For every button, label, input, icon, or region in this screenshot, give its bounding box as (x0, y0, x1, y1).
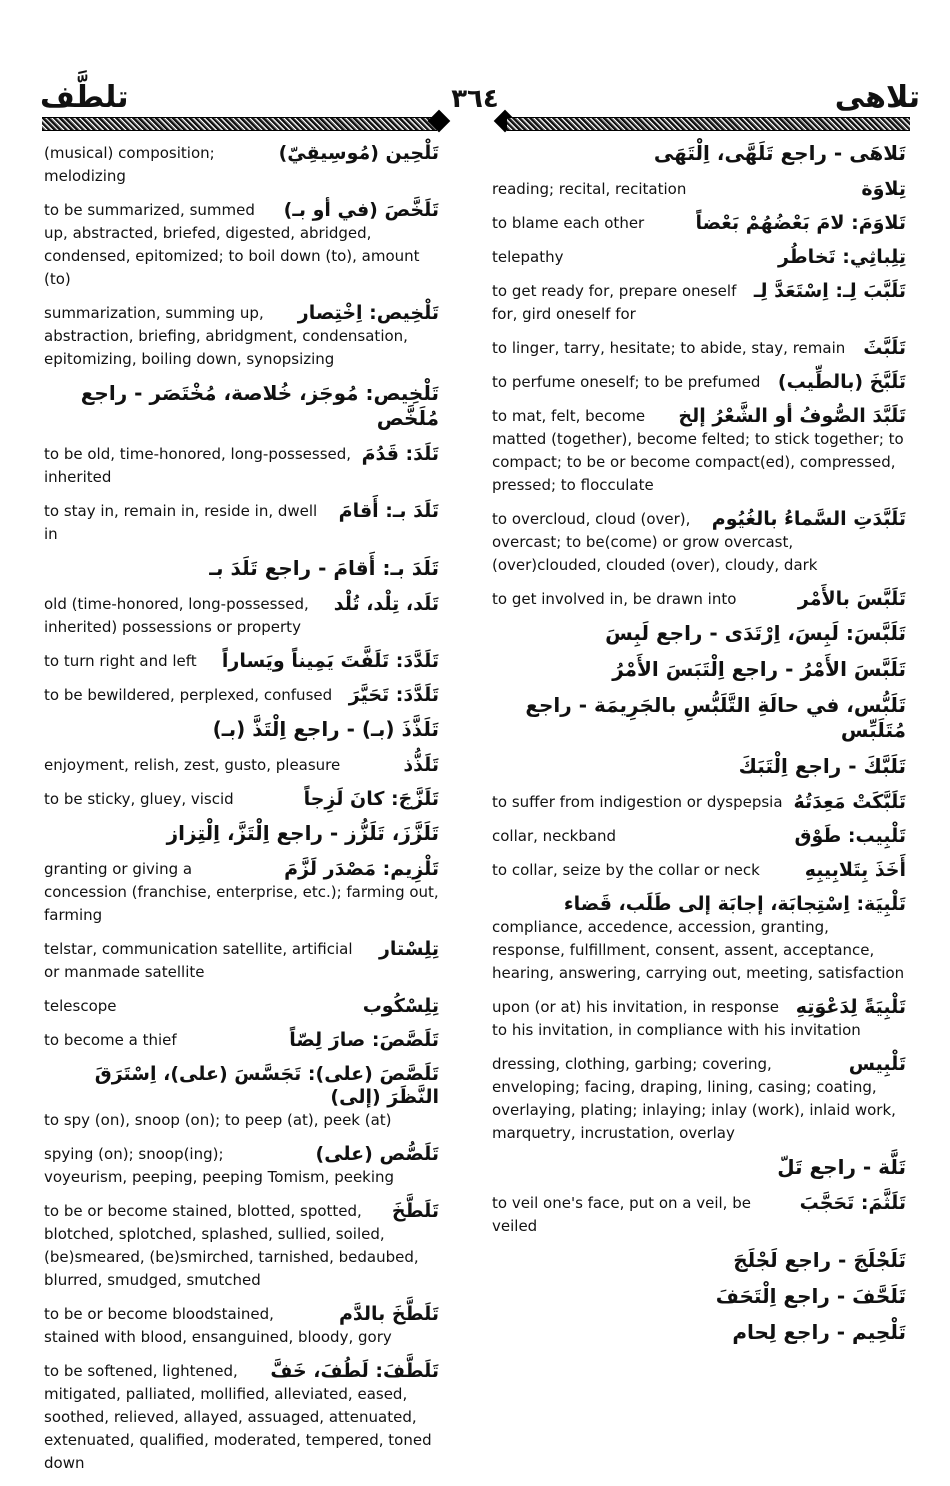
arabic-headword: تَلْبِيب: طَوْق (794, 825, 906, 847)
dictionary-entry (44, 1143, 439, 1189)
dictionary-entry (44, 557, 439, 582)
dictionary-entry (492, 405, 906, 497)
arabic-headword: تَلَدَّدَ: تَحَيَّرَ (348, 684, 439, 706)
english-definition: telescope (44, 997, 117, 1015)
arabic-headword: تِلِباثِي: تَخاطُر (777, 246, 906, 268)
arabic-headword: تَلَزَّجَ: كانَ لَزِجاً (303, 788, 439, 810)
dictionary-entry (492, 1249, 906, 1274)
arabic-headword: تَلَبَّبَ لِـ: اِسْتَعَدَّ لِـ (753, 280, 906, 302)
dictionary-entry (492, 859, 906, 882)
english-definition: to overcloud, cloud (over), overcast; to be(come) or grow overcast, (over)clouded, clouded (over), cloudy, dark (492, 510, 818, 574)
dictionary-entry (492, 755, 906, 780)
arabic-headword: تَلَدَ بـ: أَقامَ (338, 500, 439, 522)
dictionary-entry (492, 1285, 906, 1310)
arabic-headword: تَلْبِيَة: اِسْتِجابَة، إجابَة إلى طَلَب، قَضاء (563, 893, 906, 915)
dictionary-entry (492, 1156, 906, 1181)
dictionary-entry (492, 694, 906, 744)
dictionary-entry (492, 178, 906, 201)
arabic-headword: تَلَّة - راجع تَلّ (777, 1155, 906, 1179)
arabic-headword: تَلَبَّثَ (863, 337, 906, 359)
arabic-headword: تَلَبَّدَ الصُّوفُ أو الشَّعْرُ إلخ (678, 405, 906, 427)
english-definition: to be bewildered, perplexed, confused (44, 686, 333, 704)
arabic-headword: تَلَزَّزَ، تَلَزُّز - راجع اِلْتَزَّ، اِلْتِزاز (166, 821, 439, 845)
arabic-headword: تَلَجْلَجَ - راجع لَجْلَجَ (733, 1248, 906, 1272)
arabic-headword: تَلَبَّسَ بالأَمْر (797, 588, 906, 610)
english-definition: granting or giving a concession (franchise, enterprise, etc.); farming out, farming (44, 860, 439, 924)
dictionary-entry (492, 280, 906, 326)
english-definition: to linger, tarry, hesitate; to abide, stay, remain (492, 339, 846, 357)
dictionary-entry (492, 658, 906, 683)
english-definition: spying (on); snoop(ing); voyeurism, peeping, peeping Tomism, peeking (44, 1145, 395, 1186)
arabic-headword: تِلِسْتار (378, 938, 439, 960)
arabic-headword: تَلَدَ بـ: أَقامَ - راجع تَلَدَ بـ (209, 556, 439, 580)
arabic-headword: تَلَطَّفَ: لَطُفَ، خَفَّ (270, 1360, 439, 1382)
dictionary-entry (44, 718, 439, 743)
dictionary-entry (44, 1029, 439, 1052)
arabic-headword: تَلَذَّذَ (بـ) - راجع اِلْتَذَّ (بـ) (212, 717, 439, 741)
arabic-headword: تَلَبَّسَ الأَمْرُ - راجع اِلْتَبَسَ الأَمْرُ (612, 657, 906, 681)
english-definition: to blame each other (492, 214, 645, 232)
dictionary-entry (44, 684, 439, 707)
english-definition: summarization, summing up, abstraction, briefing, abridgment, condensation, epitomizing, boiling down, synopsizing (44, 304, 408, 368)
arabic-headword: تَلَطَّخَ (391, 1200, 439, 1222)
header-rule-right (507, 117, 910, 131)
dictionary-entry (492, 1053, 906, 1145)
english-definition: to suffer from indigestion or dyspepsia (492, 793, 783, 811)
arabic-headword: تَلْبِيَةً لِدَعْوَتِهِ (795, 996, 906, 1018)
arabic-headword: تَلْزِيم: مَصْدَر لَزَّمَ (284, 858, 439, 880)
english-definition: to stay in, remain in, reside in, dwell in (44, 502, 318, 543)
guide-word-left: تلطَّف (40, 80, 129, 115)
dictionary-entry (44, 302, 439, 371)
arabic-headword: تَلَثَّمَ: تَحَجَّبَ (799, 1192, 906, 1214)
dictionary-entry (44, 754, 439, 777)
dictionary-entry (492, 622, 906, 647)
dictionary-entry (492, 996, 906, 1042)
dictionary-entry (44, 822, 439, 847)
dictionary-entry (44, 788, 439, 811)
english-definition: to be or become bloodstained, stained with blood, ensanguined, bloody, gory (44, 1305, 392, 1346)
english-definition: to turn right and left (44, 652, 197, 670)
english-definition: old (time-honored, long-possessed, inherited) possessions or property (44, 595, 309, 636)
guide-word-right: تلاهى (834, 80, 920, 115)
arabic-headword: تَلْبِيس (848, 1053, 906, 1075)
english-definition: telstar, communication satellite, artificial or manmade satellite (44, 940, 353, 981)
dictionary-entry (44, 500, 439, 546)
dictionary-entry (492, 791, 906, 814)
english-definition: to be softened, lightened, mitigated, palliated, mollified, alleviated, eased, soothed, relieved, allayed, assuaged, attenuated, extenuated, qualified, moderated, tempered, toned down (44, 1362, 432, 1472)
dictionary-entry (44, 1200, 439, 1292)
english-definition: dressing, clothing, garbing; covering, enveloping; facing, draping, lining, casing; coating, overlaying, plating; inlaying; inlay (work), inlaid work, marquetry, incrustation, overlay (492, 1055, 896, 1142)
arabic-headword: تِلِسْكُوب (362, 995, 439, 1017)
english-definition: upon (or at) his invitation, in response to his invitation, in compliance with his invitation (492, 998, 861, 1039)
dictionary-entry (492, 893, 906, 985)
english-definition: to perfume oneself; to be prefumed (492, 373, 761, 391)
dictionary-entry (44, 650, 439, 673)
dictionary-entry (44, 382, 439, 432)
dictionary-entry (492, 337, 906, 360)
english-definition: collar, neckband (492, 827, 617, 845)
dictionary-entry (44, 593, 439, 639)
arabic-headword: تَلَد، تِلْد، تُلْد (333, 593, 439, 615)
dictionary-entry (492, 508, 906, 577)
english-definition: reading; recital, recitation (492, 180, 687, 198)
dictionary-entry (44, 858, 439, 927)
dictionary-entry (44, 1063, 439, 1132)
arabic-headword: تَلَدَّدَ: تَلَفَّتَ يَمِيناً ويَساراً (221, 650, 439, 672)
arabic-headword: تَلَبَّدَتِ السَّماءُ بالغُيُوم (711, 508, 906, 530)
english-definition: enjoyment, relish, zest, gusto, pleasure (44, 756, 341, 774)
left-column (44, 142, 439, 1486)
page-number: ٣٦٤ (451, 84, 499, 114)
english-definition: to get involved in, be drawn into (492, 590, 737, 608)
dictionary-entry (492, 1321, 906, 1346)
english-definition: compliance, accedence, accession, granting, response, fulfillment, consent, assent, acceptance, hearing, answering, carrying out, meeting, satisfaction (492, 918, 905, 982)
dictionary-entry (492, 588, 906, 611)
arabic-headword: تَلَبُّس، في حالَةِ التَّلَبُّسِ بالجَرِيمَة - راجع مُتَلَبِّس (525, 693, 906, 742)
arabic-headword: تَلَبَّكَ - راجع اِلْتَبَكَ (738, 754, 906, 778)
arabic-headword: تَلَذُّذ (403, 754, 439, 776)
dictionary-entry (44, 938, 439, 984)
arabic-headword: تَلَبَّكَتْ مَعِدَتُهُ (793, 791, 906, 813)
arabic-headword: تِلاوَة (861, 178, 906, 200)
arabic-headword: تَلَخَّصَ (في أو بـ) (283, 199, 439, 221)
arabic-headword: تَلْخِيص: اِخْتِصار (297, 302, 439, 324)
dictionary-entry (44, 199, 439, 291)
arabic-headword: تَلْحِيم - راجع لِحام (732, 1320, 906, 1344)
arabic-headword: تَلَصَّصَ (على): تَجَسَّسَ (على)، اِسْتَرَقَ النَّظَرَ (إلى) (94, 1063, 439, 1108)
dictionary-entry (492, 212, 906, 235)
dictionary-entry (44, 995, 439, 1018)
arabic-headword: تَلَحَّفَ - راجع اِلْتَحَفَ (715, 1284, 906, 1308)
english-definition: to be sticky, gluey, viscid (44, 790, 234, 808)
right-column (492, 142, 906, 1357)
english-definition: to become a thief (44, 1031, 177, 1049)
arabic-headword: تَلاوَمَ: لامَ بَعْضُهُمْ بَعْضاً (695, 212, 906, 234)
english-definition: to mat, felt, become matted (together), become felted; to stick together; to compact; to be or become compact(ed), compressed, pressed; to flocculate (492, 407, 904, 494)
english-definition: to veil one's face, put on a veil, be veiled (492, 1194, 751, 1235)
arabic-headword: تَلاهَى - راجع تَلَهَّى، اِلْتَهَى (653, 141, 906, 165)
dictionary-entry (44, 1360, 439, 1475)
arabic-headword: تَلَدَ: قَدُمَ (361, 443, 439, 465)
arabic-headword: تَلَصَّصَ: صارَ لِصّاً (289, 1029, 439, 1051)
dictionary-entry (44, 1303, 439, 1349)
dictionary-entry (44, 142, 439, 188)
english-definition: to collar, seize by the collar or neck (492, 861, 760, 879)
dictionary-entry (492, 1192, 906, 1238)
arabic-headword: أَخَذَ بِتَلابِيبِهِ (804, 859, 906, 881)
arabic-headword: تَلَبَّخَ (بالطِّيب) (777, 371, 906, 393)
english-definition: to be or become stained, blotted, spotted, blotched, splotched, splashed, sullied, soiled, (be)smeared, (be)smirched, tarnished, bedaubed, blurred, smudged, smutched (44, 1202, 419, 1289)
dictionary-entry (44, 443, 439, 489)
page-header (30, 76, 920, 120)
arabic-headword: تَلَصُّص (على) (315, 1143, 439, 1165)
dictionary-entry (492, 825, 906, 848)
english-definition: to be old, time-honored, long-possessed, inherited (44, 445, 352, 486)
dictionary-entry (492, 246, 906, 269)
english-definition: to be summarized, summed up, abstracted, briefed, digested, abridged, condensed, epitomized; to boil down (to), amount (to) (44, 201, 420, 288)
arabic-headword: تَلَبَّسَ: لَبِسَ، اِرْتَدَى - راجع لَبِسَ (605, 621, 906, 645)
arabic-headword: تَلَطَّخَ بالدَّم (338, 1303, 439, 1325)
dictionary-entry (492, 371, 906, 394)
english-definition: to get ready for, prepare oneself for, gird oneself for (492, 282, 737, 323)
english-definition: telepathy (492, 248, 564, 266)
header-rule-left (42, 117, 437, 131)
english-definition: (musical) composition; melodizing (44, 144, 215, 185)
english-definition: to spy (on), snoop (on); to peep (at), peek (at) (44, 1111, 392, 1129)
arabic-headword: تَلْخِيص: مُوجَز، خُلاصة، مُخْتَصَر - راجع مُلَخَّص (80, 381, 439, 430)
dictionary-entry (492, 142, 906, 167)
arabic-headword: تَلْحِين (مُوسِيقِيّ) (278, 142, 439, 164)
